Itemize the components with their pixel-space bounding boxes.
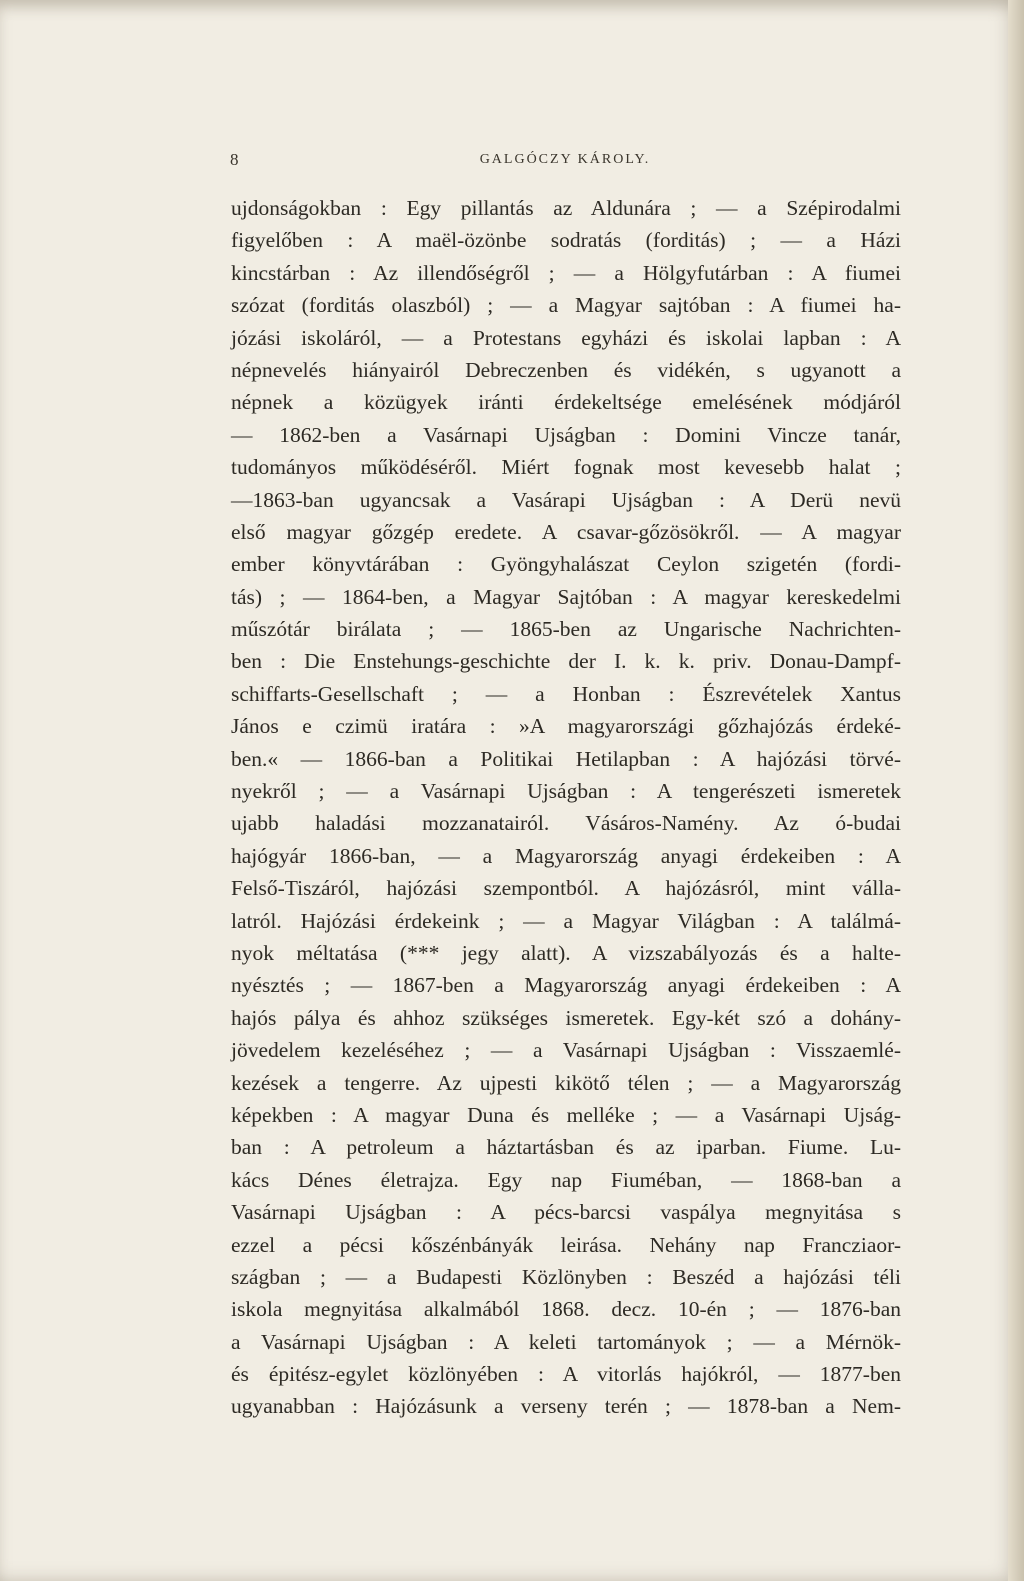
text-line: józási iskoláról, — a Protestans egyházi és iskolai lapban : A	[231, 325, 901, 350]
text-line: ujdonságokban : Egy pillantás az Aldunára ; — a Szépirodalmi	[231, 196, 901, 220]
text-line: műszótár birálata ; — 1865-ben az Ungarische Nachrichten-	[231, 617, 901, 642]
text-line: ember könyvtárában : Gyöngyhalászat Ceylon szigetén (fordi-	[231, 552, 901, 577]
text-line: Vasárnapi Ujságban : A pécs-barcsi vaspálya megnyitása s	[231, 1200, 901, 1225]
text-line: tás) ; — 1864-ben, a Magyar Sajtóban : A magyar kereskedelmi	[231, 584, 901, 609]
page-header	[230, 150, 900, 174]
text-line: első magyar gőzgép eredete. A csavar-gőzösökről. — A magyar	[231, 519, 901, 544]
text-line: képekben : A magyar Duna és melléke ; — a Vasárnapi Ujság-	[231, 1102, 901, 1127]
page-edge-shadow	[1008, 0, 1024, 1581]
text-line: tudományos működéséről. Miért fognak most kevesebb halat ;	[231, 455, 901, 480]
text-line: ujabb haladási mozzanatairól. Vásáros-Namény. Az ó-budai	[231, 811, 901, 836]
text-line: szózat (forditás olaszból) ; — a Magyar sajtóban : A fiumei ha-	[231, 293, 901, 318]
text-line: kács Dénes életrajza. Egy nap Fiuméban, — 1868-ban a	[231, 1167, 901, 1192]
text-line: szágban ; — a Budapesti Közlönyben : Beszéd a hajózási téli	[231, 1264, 901, 1289]
text-line: iskola megnyitása alkalmából 1868. decz. 10-én ; — 1876-ban	[231, 1297, 901, 1322]
text-line: hajós pálya és ahhoz szükséges ismeretek. Egy-két szó a dohány-	[231, 1005, 901, 1030]
text-line: —1863-ban ugyancsak a Vasárapi Ujságban : A Derü nevü	[231, 487, 901, 512]
text-line: kincstárban : Az illendőségről ; — a Hölgyfutárban : A fiumei	[231, 260, 901, 285]
text-line: hajógyár 1866-ban, — a Magyarország anyagi érdekeiben : A	[231, 843, 901, 868]
text-line: — 1862-ben a Vasárnapi Ujságban : Domini Vincze tanár,	[231, 422, 901, 447]
text-line: nyekről ; — a Vasárnapi Ujságban : A tengerészeti ismeretek	[231, 779, 901, 804]
text-line: schiffarts-Gesellschaft ; — a Honban : Észrevételek Xantus	[231, 681, 901, 706]
text-line: népnek a közügyek iránti érdekeltsége emelésének módjáról	[231, 390, 901, 415]
text-line: ben : Die Enstehungs-geschichte der I. k. k. priv. Donau-Dampf-	[231, 649, 901, 674]
running-head: GALGÓCZY KÁROLY.	[479, 152, 651, 167]
text-line: ban : A petroleum a háztartásban és az iparban. Fiume. Lu-	[231, 1135, 901, 1160]
text-line: a Vasárnapi Ujságban : A keleti tartományok ; — a Mérnök-	[231, 1329, 901, 1354]
text-line: és épitész-egylet közlönyében : A vitorlás hajókról, — 1877-ben	[231, 1362, 901, 1387]
text-line: Felső-Tiszáról, hajózási szempontból. A hajózásról, mint válla-	[231, 876, 901, 901]
text-line: ugyanabban : Hajózásunk a verseny terén ; — 1878-ban a Nem-	[231, 1394, 901, 1419]
text-line: ezzel a pécsi kőszénbányák leirása. Nehány nap Francziaor-	[231, 1232, 901, 1257]
text-line: ben.« — 1866-ban a Politikai Hetilapban : A hajózási törvé-	[231, 746, 901, 771]
text-line: nyésztés ; — 1867-ben a Magyarország anyagi érdekeiben : A	[231, 973, 901, 998]
body-text	[231, 192, 901, 1423]
page-number: 8	[230, 150, 239, 169]
text-line: nyok méltatása (*** jegy alatt). A vizszabályozás és a halte-	[231, 940, 901, 965]
text-line: jövedelem kezeléséhez ; — a Vasárnapi Ujságban : Visszaemlé-	[231, 1038, 901, 1063]
text-line: János e czimü iratára : »A magyarországi gőzhajózás érdeké-	[231, 714, 901, 739]
text-line: kezések a tengerre. Az ujpesti kikötő télen ; — a Magyarország	[231, 1070, 901, 1095]
text-line: latról. Hajózási érdekeink ; — a Magyar Világban : A találmá-	[231, 908, 901, 933]
text-line: figyelőben : A maël-özönbe sodratás (forditás) ; — a Házi	[231, 228, 901, 253]
text-line: népnevelés hiányairól Debreczenben és vidékén, s ugyanott a	[231, 357, 901, 382]
